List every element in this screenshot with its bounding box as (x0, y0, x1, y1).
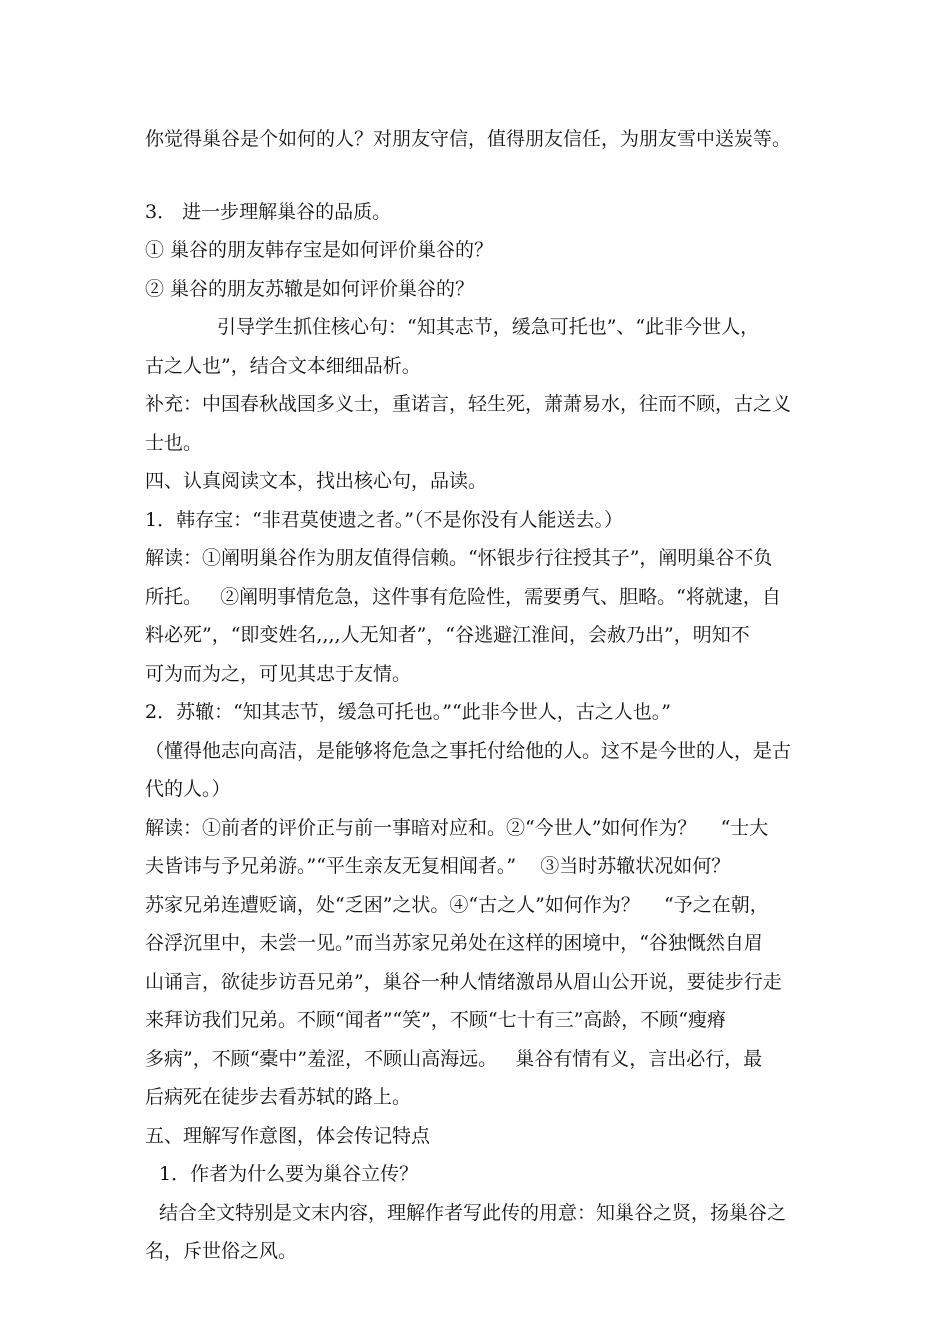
text-line: 解读：①前者的评价正与前一事暗对应和。②“今世人”如何作为？ “士大 (145, 816, 769, 839)
document-body (145, 120, 815, 1271)
question-item: ① 巢谷的朋友韩存宝是如何评价巢谷的？ (145, 239, 494, 261)
question-item: 1．作者为什么要为巢谷立传？ (159, 1163, 419, 1185)
text-line: 后病死在徒步去看苏轼的路上。 (145, 1086, 412, 1108)
text-line: 结合全文特别是文末内容，理解作者写此传的用意：知巢谷之贤，扬巢谷之 (159, 1201, 787, 1224)
text-line: 引导学生抓住核心句：“知其志节，缓急可托也”、“此非今世人， (217, 316, 760, 338)
text-line: 所托。 ②阐明事情危急，这件事有危险性，需要勇气、胆略。“将就逮，自 (145, 585, 781, 608)
section-heading: 3． 进一步理解巢谷的品质。 (145, 200, 392, 223)
text-line: （懂得他志向高洁，是能够将危急之事托付给他的人。这不是今世的人，是古 (145, 739, 792, 762)
text-line: 士也。 (145, 431, 203, 454)
text-line: 名，斥世俗之风。 (145, 1240, 298, 1262)
text-line: 古之人也”，结合文本细细品析。 (145, 354, 421, 377)
text-line: 夫皆讳与予兄弟游。”“平生亲友无复相闻者。” ③当时苏辙状况如何？ (145, 855, 731, 877)
text-line: 代的人。） (145, 778, 231, 800)
section-heading: 五、理解写作意图，体会传记特点 (145, 1124, 431, 1147)
text-line: 山诵言，欲徒步访吾兄弟”，巢谷一种人情绪激昂从眉山公开说，要徒步行走 (145, 970, 782, 993)
text-line: 补充：中国春秋战国多义士，重诺言，轻生死，萧萧易水，往而不顾，古之义 (145, 393, 792, 415)
paragraph-gap (145, 159, 815, 193)
section-heading: 四、认真阅读文本，找出核心句，品读。 (145, 470, 488, 492)
text-line: 料必死”，“即变姓名,,,,人无知者”，“谷逃避江淮间，会赦乃出”，明知不 (145, 624, 750, 646)
question-item: ② 巢谷的朋友苏辙是如何评价巢谷的？ (145, 277, 475, 300)
text-line: 多病”，不顾“橐中”羞涩，不顾山高海远。 巢谷有情有义，言出必行，最 (145, 1047, 763, 1070)
text-line: 1．韩存宝：“非君莫使遗之者。”（不是你没有人能送去。） (145, 508, 624, 531)
text-line: 你觉得巢谷是个如何的人？对朋友守信，值得朋友信任，为朋友雪中送炭等。 (145, 128, 792, 150)
text-line: 来拜访我们兄弟。不顾“闻者”“笑”，不顾“七十有三”高龄，不顾“瘦瘠 (145, 1009, 726, 1031)
text-line: 苏家兄弟连遭贬谪，处“乏困”之状。④“古之人”如何作为？ “予之在朝， (145, 893, 769, 916)
text-line: 解读：①阐明巢谷作为朋友值得信赖。“怀银步行往授其子”，阐明巢谷不负 (145, 547, 773, 569)
text-line: 2．苏辙：“知其志节，缓急可托也。”“此非今世人，古之人也。” (145, 701, 671, 723)
text-line: 谷浮沉里中，未尝一见。”而当苏家兄弟处在这样的困境中，“谷独慨然自眉 (145, 932, 763, 954)
text-line: 可为而为之，可见其忠于友情。 (145, 662, 412, 685)
